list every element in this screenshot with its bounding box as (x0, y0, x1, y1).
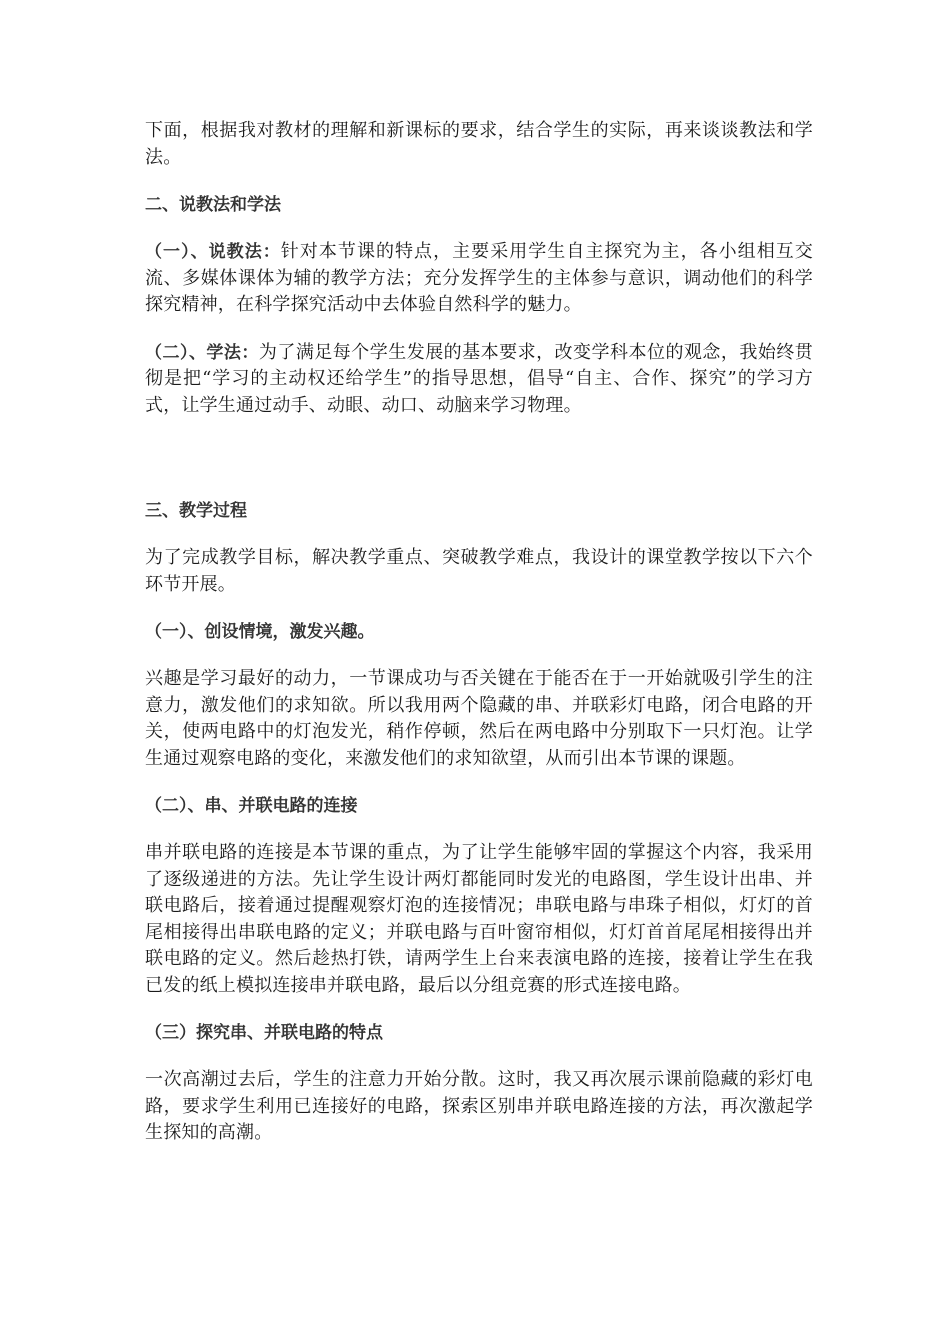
step-1-heading: （一）、创设情境，激发兴趣。 (145, 622, 375, 642)
step-1-paragraph: 兴趣是学习最好的动力，一节课成功与否关键在于能否在于一开始就吸引学生的注意力，激发他们的求知欲。所以我用两个隐藏的串、并联彩灯电路，闭合电路的开关，使两电路中的灯泡发光，稍作停顿，然后在两电路中分别取下一只灯泡。让学生通过观察电路的变化，来激发他们的求知欲望，从而引出本节课的课题。 (145, 668, 813, 769)
section-spacer (145, 440, 813, 498)
section-3-intro: 为了完成教学目标，解决教学重点、突破教学难点，我设计的课堂教学按以下六个环节开展。 (145, 547, 813, 595)
learning-method-text: 为了满足每个学生发展的基本要求，改变学科本位的观念，我始终贯彻是把“学习的主动权还给学生”的指导思想，倡导“自主、合作、探究”的学习方式，让学生通过动手、动眼、动口、动脑来学习物理。 (145, 341, 814, 416)
intro-paragraph: 下面，根据我对教材的理解和新课标的要求，结合学生的实际，再来谈谈教法和学法。 (145, 120, 813, 168)
teaching-method-paragraph (145, 239, 813, 319)
step-3-heading: （三）探究串、并联电路的特点 (145, 1023, 383, 1043)
section-2-heading: 二、说教法和学法 (145, 195, 281, 215)
teaching-method-lead: （一）、说教法： (145, 242, 281, 262)
step-2-heading: （二）、串、并联电路的连接 (145, 796, 358, 816)
teaching-method-text: 针对本节课的特点，主要采用学生自主探究为主，各小组相互交流、多媒体课体为辅的教学方法；充分发挥学生的主体参与意识，调动他们的科学探究精神，在科学探究活动中去体验自然科学的魅力。 (145, 241, 813, 315)
document-page (145, 118, 813, 1168)
step-3-paragraph: 一次高潮过去后，学生的注意力开始分散。这时，我又再次展示课前隐藏的彩灯电路，要求学生利用已连接好的电路，探索区别串并联电路连接的方法，再次激起学生探知的高潮。 (145, 1069, 813, 1143)
learning-method-lead: （二）、学法： (145, 342, 259, 363)
section-3-heading: 三、教学过程 (145, 501, 247, 521)
learning-method-paragraph (145, 340, 813, 420)
step-2-paragraph: 串并联电路的连接是本节课的重点，为了让学生能够牢固的掌握这个内容，我采用了逐级递进的方法。先让学生设计两灯都能同时发光的电路图，学生设计出串、并联电路后，接着通过提醒观察灯泡的连接情况；串联电路与串珠子相似，灯灯的首尾相接得出串联电路的定义；并联电路与百叶窗帘相似，灯灯首首尾尾相接得出并联电路的定义。然后趁热打铁，请两学生上台来表演电路的连接，接着让学生在我已发的纸上模拟连接串并联电路，最后以分组竞赛的形式连接电路。 (145, 842, 813, 996)
